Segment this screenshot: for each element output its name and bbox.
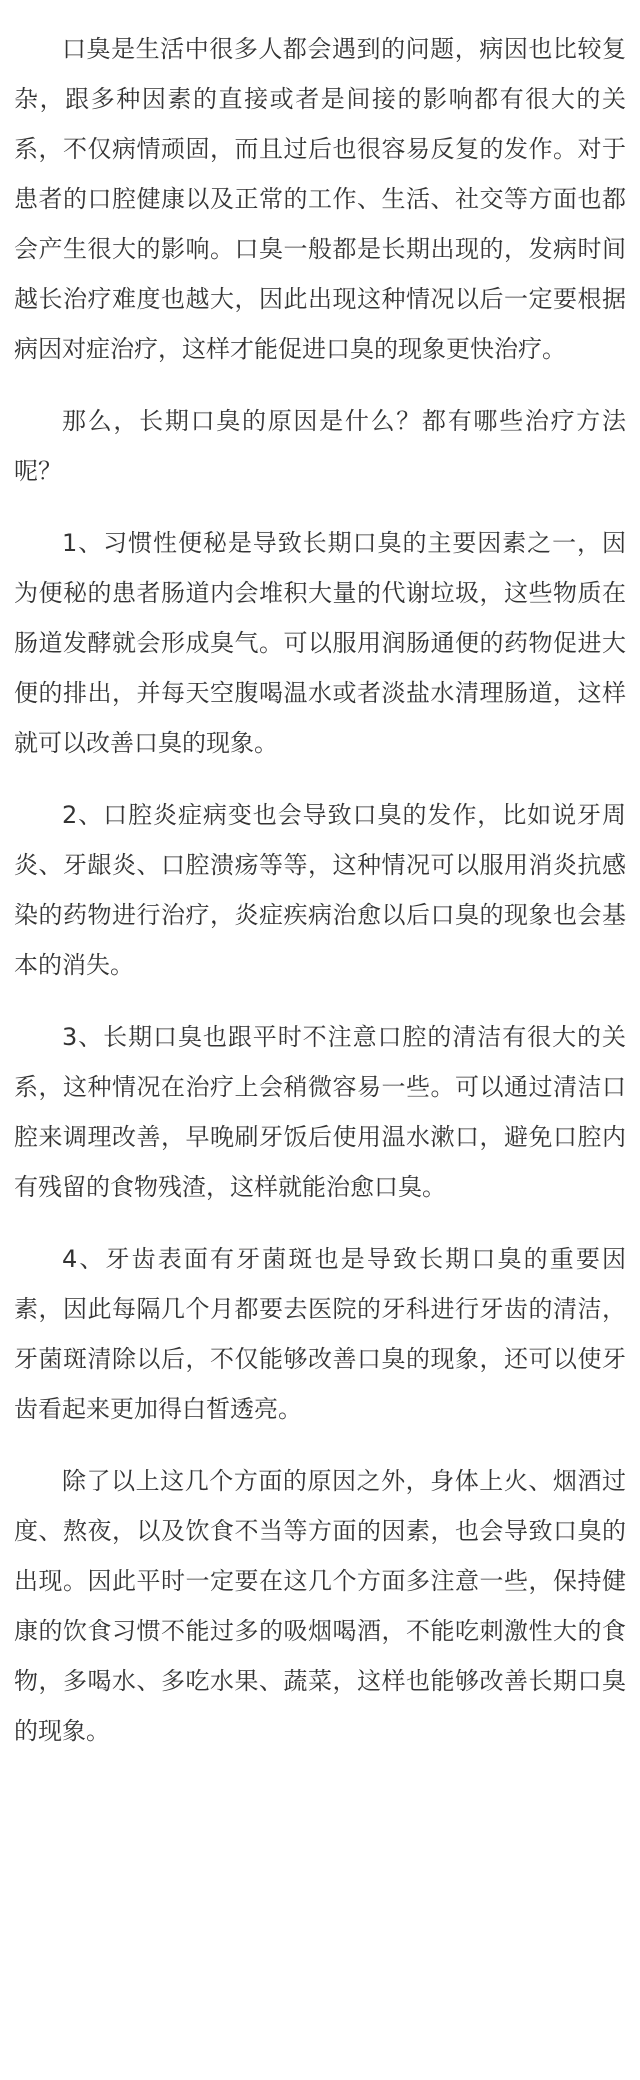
cause-2-paragraph: 2、口腔炎症病变也会导致口臭的发作，比如说牙周炎、牙龈炎、口腔溃疡等等，这种情况可以服用消炎抗感染的药物进行治疗，炎症疾病治愈以后口臭的现象也会基本的消失。 (14, 801, 626, 979)
cause-3-paragraph: 3、长期口臭也跟平时不注意口腔的清洁有很大的关系，这种情况在治疗上会稍微容易一些。可以通过清洁口腔来调理改善，早晚刷牙饭后使用温水漱口，避免口腔内有残留的食物残渣，这样就能治愈口臭。 (14, 1023, 626, 1201)
question-paragraph: 那么，长期口臭的原因是什么？都有哪些治疗方法呢？ (14, 407, 626, 485)
cause-1-paragraph: 1、习惯性便秘是导致长期口臭的主要因素之一，因为便秘的患者肠道内会堆积大量的代谢垃圾，这些物质在肠道发酵就会形成臭气。可以服用润肠通便的药物促进大便的排出，并每天空腹喝温水或者淡盐水清理肠道，这样就可以改善口臭的现象。 (14, 529, 626, 757)
intro-paragraph: 口臭是生活中很多人都会遇到的问题，病因也比较复杂，跟多种因素的直接或者是间接的影响都有很大的关系，不仅病情顽固，而且过后也很容易反复的发作。对于患者的口腔健康以及正常的工作、生活、社交等方面也都会产生很大的影响。口臭一般都是长期出现的，发病时间越长治疗难度也越大，因此出现这种情况以后一定要根据病因对症治疗，这样才能促进口臭的现象更快治疗。 (14, 35, 626, 363)
cause-4-paragraph: 4、牙齿表面有牙菌斑也是导致长期口臭的重要因素，因此每隔几个月都要去医院的牙科进行牙齿的清洁，牙菌斑清除以后，不仅能够改善口臭的现象，还可以使牙齿看起来更加得白皙透亮。 (14, 1245, 626, 1423)
conclusion-paragraph: 除了以上这几个方面的原因之外，身体上火、烟酒过度、熬夜，以及饮食不当等方面的因素，也会导致口臭的出现。因此平时一定要在这几个方面多注意一些，保持健康的饮食习惯不能过多的吸烟喝酒，不能吃刺激性大的食物，多喝水、多吃水果、蔬菜，这样也能够改善长期口臭的现象。 (14, 1467, 626, 1745)
